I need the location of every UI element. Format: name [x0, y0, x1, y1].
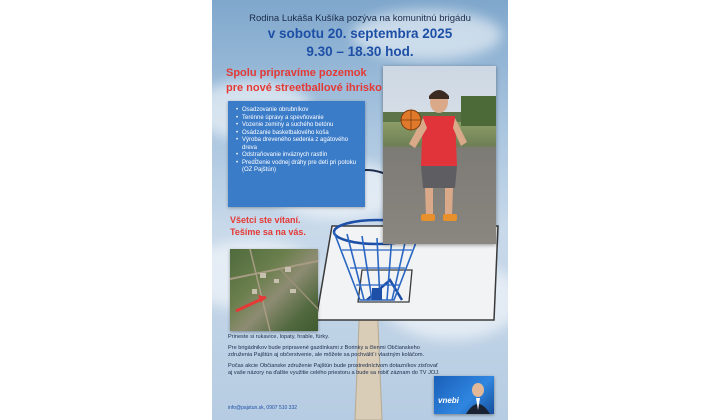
welcome-line: Tešíme sa na vás. [230, 227, 306, 237]
hoop-bracket [372, 288, 382, 300]
player-photo [383, 66, 496, 244]
welcome-line: Všetci ste vítaní. [230, 215, 301, 225]
slogan [226, 66, 406, 96]
player-photo-drawing [383, 66, 496, 244]
task-item: • Terénne úpravy a spevňovanie [242, 115, 359, 123]
info-paragraph: Pre brigádnikov bude pripravené gazdinkami z Borinky a členmi Občianskeho združenia Pajštún aj občerstvenie, ale môžete sa pochváliť i vlastným koláčom. [228, 344, 425, 359]
event-date: v sobotu 20. septembra 2025 [267, 26, 453, 41]
presenter-drawing [434, 376, 494, 414]
task-list-box [228, 101, 365, 207]
task-item: • Odstraňovanie inváznych rastlín [242, 152, 359, 160]
task-item: • Osádzanie basketbalového koša [242, 130, 359, 138]
contact-info: info@pajstun.sk, 0907 510 332 [228, 405, 298, 411]
tv-logo-text: vnebi [438, 396, 459, 405]
task-item: • Predĺženie vodnej dráhy pre deti pri potoku (OZ Pajštún) [242, 160, 359, 175]
aerial-map-drawing [230, 249, 318, 331]
invitation-line: Rodina Lukáša Kušíka pozýva na komunitnú brigádu [249, 13, 471, 24]
tv-show-logo [434, 376, 494, 414]
task-list [228, 101, 365, 175]
task-item: • Vozenie zeminy a suchého betónu [242, 122, 359, 130]
slogan-line: Spolu pripravíme pozemok [226, 67, 367, 79]
info-paragraph: Počas akcie Občianske združenie Pajštún bude prostredníctvom dotazníkov zisťovať aj vaše názory na ďalšie využitie celého priestoru a bude sa robiť záznam do TV JOJ. [228, 362, 440, 377]
info-paragraph: Prineste si rukavice, lopaty, hrable, fúrky. [228, 334, 330, 340]
info-text [228, 334, 442, 381]
location-map [230, 249, 318, 331]
slogan-line: pre nové streetballové ihrisko [226, 82, 382, 94]
task-item: • Osadzovanie obrubníkov [242, 107, 359, 115]
welcome-message [230, 214, 350, 238]
event-poster [212, 0, 508, 420]
event-time: 9.30 – 18.30 hod. [306, 44, 414, 59]
task-item: • Výroba dreveného sedenia z agátového dreva [242, 137, 359, 152]
